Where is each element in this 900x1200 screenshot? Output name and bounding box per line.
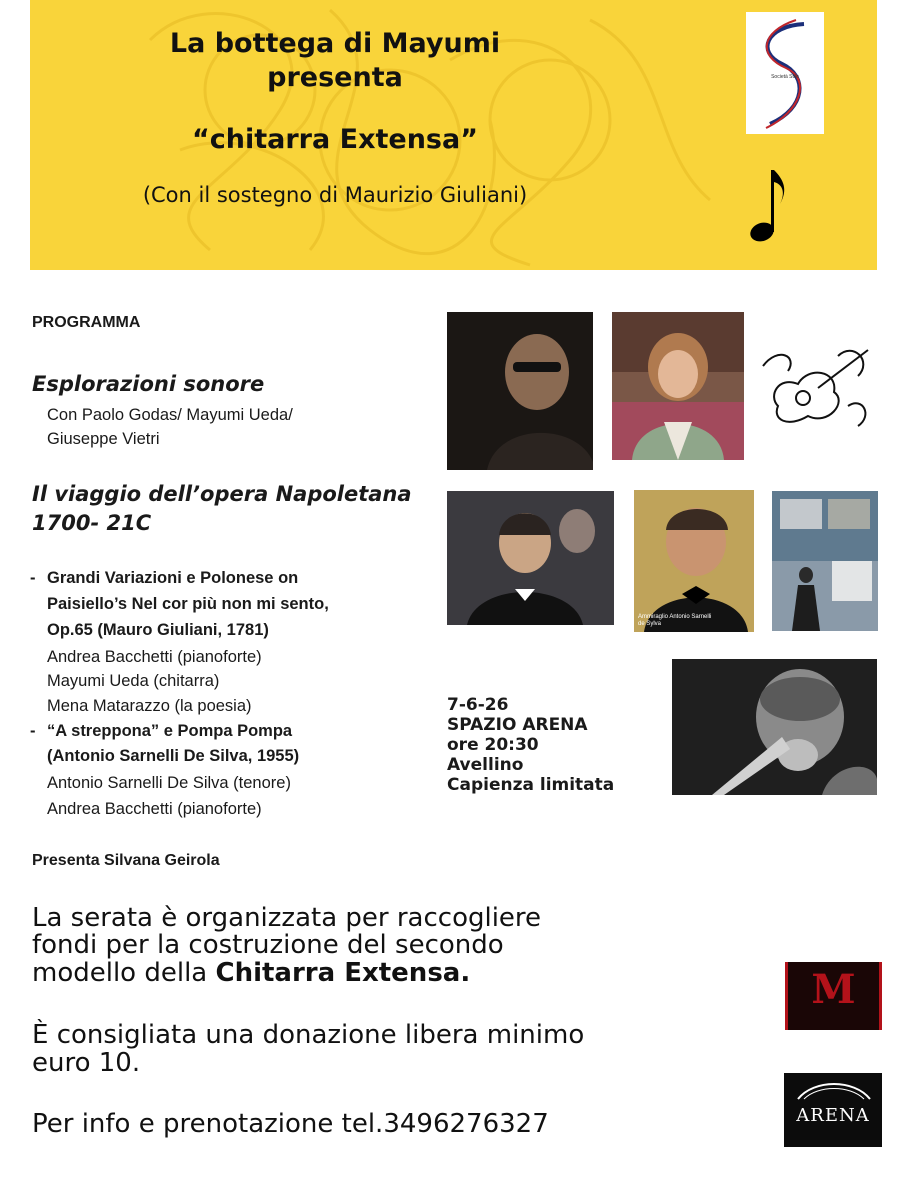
para-2-line-2: euro 10. <box>32 1048 141 1078</box>
event-capacity: Capienza limitata <box>447 775 615 795</box>
para-1-line-3 <box>32 960 470 987</box>
chitarra-extensa-emphasis: Chitarra Extensa. <box>215 958 471 988</box>
photo-paolo-godas <box>447 312 593 470</box>
m-logo <box>785 962 882 1030</box>
event-title: “chitarra Extensa” <box>192 124 478 155</box>
item-1-performer-3: Mena Matarazzo (la poesia) <box>47 697 252 715</box>
item-1-bullet: - <box>30 569 36 587</box>
guitar-icon <box>758 336 880 436</box>
item-1-title-line-1: Grandi Variazioni e Polonese on <box>47 569 299 587</box>
music-note-icon <box>748 162 788 244</box>
info-phone-line: Per info e prenotazione tel.3496276327 <box>32 1109 549 1139</box>
header-line-2: presenta <box>267 62 403 93</box>
section-2-title-line-2: 1700- 21C <box>32 511 152 535</box>
item-1-performer-1: Andrea Bacchetti (pianoforte) <box>47 648 262 666</box>
guitar-illustration <box>758 336 880 436</box>
para-1-line-1: La serata è organizzata per raccogliere <box>32 903 542 933</box>
s-logo <box>746 12 824 134</box>
photo-stage-performance <box>772 491 878 631</box>
item-1-title-line-2: Paisiello’s Nel cor più non mi sento, <box>47 595 329 613</box>
programma-heading: PROGRAMMA <box>32 314 141 331</box>
item-2-title-line-1: “A streppona” e Pompa Pompa <box>47 722 293 740</box>
s-logo-caption: Società Stile <box>771 74 799 80</box>
section-1-title: Esplorazioni sonore <box>32 372 265 396</box>
arena-logo-text: ARENA <box>796 1105 870 1126</box>
header-line-1: La bottega di Mayumi <box>169 28 501 59</box>
para-2-line-1: È consigliata una donazione libera minimo <box>32 1020 585 1050</box>
section-1-line-1: Con Paolo Godas/ Mayumi Ueda/ <box>47 406 293 424</box>
presenter-line: Presenta Silvana Geirola <box>32 852 220 869</box>
event-city: Avellino <box>447 755 524 775</box>
photo-singer-harmonica <box>672 659 877 795</box>
item-2-title-line-2: (Antonio Sarnelli De Silva, 1955) <box>47 747 300 765</box>
item-2-performer-2: Andrea Bacchetti (pianoforte) <box>47 800 262 818</box>
photo-andrea-bacchetti <box>447 491 614 625</box>
photo-antonio-sarnelli <box>634 490 754 632</box>
item-2-bullet: - <box>30 722 36 740</box>
event-venue: SPAZIO ARENA <box>447 715 588 735</box>
support-line: (Con il sostegno di Maurizio Giuliani) <box>142 183 528 207</box>
arena-logo <box>784 1073 882 1147</box>
header-banner <box>30 0 877 270</box>
item-1-performer-2: Mayumi Ueda (chitarra) <box>47 672 220 690</box>
event-date: 7-6-26 <box>447 695 509 715</box>
para-1-line-3-text: modello della <box>32 958 216 988</box>
m-logo-letter: M <box>811 966 856 1013</box>
photo-caption: Ammiraglio Antonio Sarnelli de Sylva <box>638 614 712 627</box>
item-1-title-line-3: Op.65 (Mauro Giuliani, 1781) <box>47 621 269 639</box>
s-logo-icon <box>746 12 824 134</box>
para-1-line-2: fondi per la costruzione del secondo <box>32 930 504 960</box>
section-2-title-line-1: Il viaggio dell’opera Napoletana <box>32 482 412 506</box>
item-2-performer-1: Antonio Sarnelli De Silva (tenore) <box>47 774 291 792</box>
event-time: ore 20:30 <box>447 735 539 755</box>
section-1-line-2: Giuseppe Vietri <box>47 430 160 448</box>
photo-mayumi-ueda <box>612 312 744 460</box>
